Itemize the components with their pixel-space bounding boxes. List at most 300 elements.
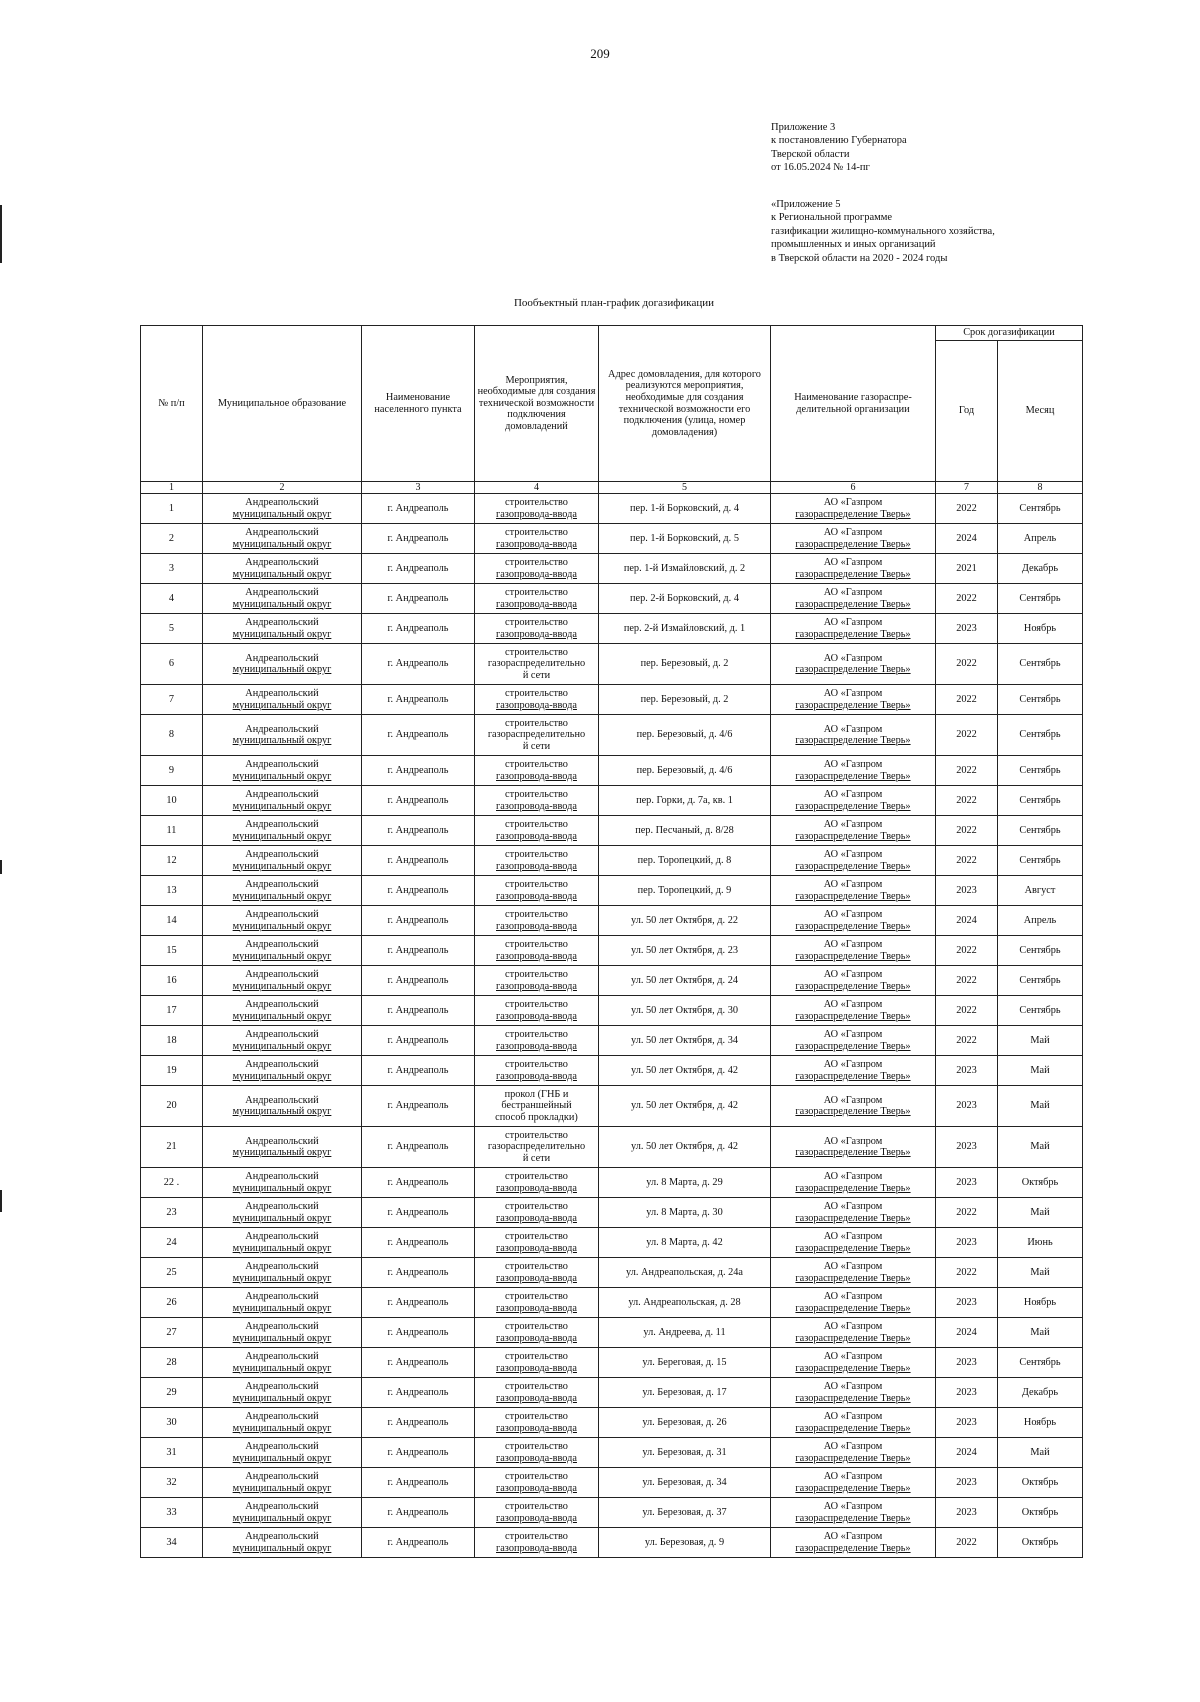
cell-line: Андреапольский	[245, 759, 319, 771]
page-number: 209	[590, 46, 610, 61]
municipality-cell	[203, 1258, 362, 1288]
cell-line: строительство	[505, 999, 568, 1011]
month-cell: Сентябрь	[998, 846, 1083, 876]
month-cell: Сентябрь	[998, 786, 1083, 816]
cell-line: газопровода-ввода	[496, 1332, 577, 1344]
row-number: 17	[141, 996, 203, 1026]
cell-line: АО «Газпром	[823, 849, 883, 861]
row-number: 6	[141, 644, 203, 685]
measure-cell	[475, 644, 599, 685]
address-cell: ул. Андреапольская, д. 24а	[599, 1258, 771, 1288]
municipality-cell	[203, 1228, 362, 1258]
address-cell: ул. Березовая, д. 17	[599, 1378, 771, 1408]
cell-line: газораспределение Тверь»	[795, 770, 911, 782]
month-cell: Сентябрь	[998, 966, 1083, 996]
month-cell: Сентябрь	[998, 584, 1083, 614]
cell-line: АО «Газпром	[823, 497, 883, 509]
cell-line: АО «Газпром	[823, 1291, 883, 1303]
address-cell: ул. 8 Марта, д. 30	[599, 1198, 771, 1228]
settlement-cell: г. Андреаполь	[362, 1378, 475, 1408]
address-cell: ул. 50 лет Октября, д. 34	[599, 1026, 771, 1056]
cell-line: АО «Газпром	[823, 1411, 883, 1423]
cell-line: строительство	[505, 1471, 568, 1483]
cell-line: газораспределение Тверь»	[795, 1242, 911, 1254]
column-number: 3	[362, 482, 475, 494]
table-row	[141, 1168, 1083, 1198]
cell-line: муниципальный округ	[232, 1070, 332, 1082]
month-cell: Апрель	[998, 524, 1083, 554]
address-cell: ул. 50 лет Октября, д. 24	[599, 966, 771, 996]
settlement-cell: г. Андреаполь	[362, 786, 475, 816]
cell-line: газопровода-ввода	[496, 1212, 577, 1224]
cell-line: строительство	[505, 969, 568, 981]
cell-line: муниципальный округ	[232, 1542, 332, 1554]
cell-line: АО «Газпром	[823, 969, 883, 981]
annex-3-line: от 16.05.2024 № 14-пг	[771, 162, 870, 174]
cell-line: й сети	[522, 669, 551, 681]
cell-line: газопровода-ввода	[496, 770, 577, 782]
cell-line: Андреапольский	[245, 879, 319, 891]
row-number: 30	[141, 1408, 203, 1438]
month-cell: Ноябрь	[998, 1408, 1083, 1438]
address-cell: ул. Андреева, д. 11	[599, 1318, 771, 1348]
year-cell: 2022	[936, 1258, 998, 1288]
cell-line: газораспределение Тверь»	[795, 1542, 911, 1554]
cell-line: строительство	[505, 879, 568, 891]
table-row	[141, 524, 1083, 554]
month-cell: Сентябрь	[998, 936, 1083, 966]
cell-line: газопровода-ввода	[496, 1272, 577, 1284]
org-cell	[771, 816, 936, 846]
municipality-cell	[203, 936, 362, 966]
header-address: Адрес домовладения, для которого реализуются мероприятия, необходимые для создания технической возможности его подключения (улица, номер домовладения)	[599, 326, 771, 482]
header-num: № п/п	[141, 326, 203, 482]
header-term-group: Срок догазификации	[936, 326, 1083, 341]
settlement-cell: г. Андреаполь	[362, 1258, 475, 1288]
cell-line: газораспределение Тверь»	[795, 1302, 911, 1314]
address-cell: ул. Береговая, д. 15	[599, 1348, 771, 1378]
measure-cell	[475, 1498, 599, 1528]
org-cell	[771, 1348, 936, 1378]
org-cell	[771, 756, 936, 786]
org-cell	[771, 1288, 936, 1318]
address-cell: пер. 2-й Борковский, д. 4	[599, 584, 771, 614]
settlement-cell: г. Андреаполь	[362, 1408, 475, 1438]
table-row	[141, 1056, 1083, 1086]
cell-line: АО «Газпром	[823, 1029, 883, 1041]
cell-line: строительство	[505, 849, 568, 861]
cell-line: бестраншейный	[501, 1100, 572, 1112]
municipality-cell	[203, 966, 362, 996]
cell-line: газопровода-ввода	[496, 568, 577, 580]
cell-line: строительство	[505, 497, 568, 509]
cell-line: газопровода-ввода	[496, 508, 577, 520]
settlement-cell: г. Андреаполь	[362, 906, 475, 936]
cell-line: газопровода-ввода	[496, 538, 577, 550]
org-cell	[771, 846, 936, 876]
org-cell	[771, 786, 936, 816]
cell-line: газораспределение Тверь»	[795, 1332, 911, 1344]
row-number: 27	[141, 1318, 203, 1348]
cell-line: АО «Газпром	[823, 1135, 883, 1147]
settlement-cell: г. Андреаполь	[362, 1127, 475, 1168]
cell-line: газораспределение Тверь»	[795, 699, 911, 711]
measure-cell	[475, 1198, 599, 1228]
cell-line: Андреапольский	[245, 939, 319, 951]
settlement-cell: г. Андреаполь	[362, 996, 475, 1026]
cell-line: муниципальный округ	[232, 1272, 332, 1284]
org-cell	[771, 1056, 936, 1086]
cell-line: газопровода-ввода	[496, 1010, 577, 1022]
table-row	[141, 685, 1083, 715]
row-number: 21	[141, 1127, 203, 1168]
municipality-cell	[203, 816, 362, 846]
cell-line: газораспределение Тверь»	[795, 568, 911, 580]
cell-line: Андреапольский	[245, 1201, 319, 1213]
measure-cell	[475, 584, 599, 614]
municipality-cell	[203, 1498, 362, 1528]
row-number: 15	[141, 936, 203, 966]
settlement-cell: г. Андреаполь	[362, 584, 475, 614]
measure-cell	[475, 906, 599, 936]
cell-line: Андреапольский	[245, 723, 319, 735]
settlement-cell: г. Андреаполь	[362, 966, 475, 996]
address-cell: ул. Березовая, д. 31	[599, 1438, 771, 1468]
cell-line: АО «Газпром	[823, 617, 883, 629]
month-cell: Октябрь	[998, 1498, 1083, 1528]
measure-cell	[475, 614, 599, 644]
month-cell: Октябрь	[998, 1528, 1083, 1558]
cell-line: Андреапольский	[245, 849, 319, 861]
address-cell: ул. 50 лет Октября, д. 23	[599, 936, 771, 966]
settlement-cell: г. Андреаполь	[362, 1468, 475, 1498]
row-number: 14	[141, 906, 203, 936]
year-cell: 2022	[936, 644, 998, 685]
address-cell: пер. 1-й Борковский, д. 4	[599, 494, 771, 524]
year-cell: 2024	[936, 1318, 998, 1348]
measure-cell	[475, 966, 599, 996]
cell-line: газопровода-ввода	[496, 1542, 577, 1554]
address-cell: пер. Торопецкий, д. 8	[599, 846, 771, 876]
municipality-cell	[203, 1056, 362, 1086]
year-cell: 2022	[936, 936, 998, 966]
cell-line: газопровода-ввода	[496, 830, 577, 842]
column-number: 6	[771, 482, 936, 494]
cell-line: Андреапольский	[245, 1471, 319, 1483]
cell-line: газопровода-ввода	[496, 890, 577, 902]
year-cell: 2022	[936, 846, 998, 876]
cell-line: газопровода-ввода	[496, 1362, 577, 1374]
cell-line: муниципальный округ	[232, 1332, 332, 1344]
month-cell: Сентябрь	[998, 494, 1083, 524]
org-cell	[771, 996, 936, 1026]
settlement-cell: г. Андреаполь	[362, 1026, 475, 1056]
table-row	[141, 1498, 1083, 1528]
address-cell: ул. Березовая, д. 26	[599, 1408, 771, 1438]
org-cell	[771, 644, 936, 685]
table-row	[141, 876, 1083, 906]
address-cell: пер. Березовый, д. 2	[599, 644, 771, 685]
table-row	[141, 1288, 1083, 1318]
gasification-schedule-table	[140, 325, 1083, 1558]
year-cell: 2024	[936, 524, 998, 554]
month-cell: Май	[998, 1056, 1083, 1086]
year-cell: 2023	[936, 1468, 998, 1498]
org-cell	[771, 1127, 936, 1168]
month-cell: Сентябрь	[998, 1348, 1083, 1378]
cell-line: строительство	[505, 1029, 568, 1041]
cell-line: газораспределение Тверь»	[795, 508, 911, 520]
month-cell: Ноябрь	[998, 614, 1083, 644]
cell-line: газораспределительно	[487, 729, 586, 741]
table-row	[141, 936, 1083, 966]
table-row	[141, 1258, 1083, 1288]
cell-line: АО «Газпром	[823, 909, 883, 921]
cell-line: й сети	[522, 740, 551, 752]
column-number: 4	[475, 482, 599, 494]
cell-line: АО «Газпром	[823, 879, 883, 891]
cell-line: строительство	[505, 819, 568, 831]
cell-line: строительство	[505, 1411, 568, 1423]
cell-line: газопровода-ввода	[496, 1482, 577, 1494]
settlement-cell: г. Андреаполь	[362, 1168, 475, 1198]
header-measures: Мероприятия, необходимые для создания технической возможности подключения домовладений	[475, 326, 599, 482]
scan-edge-mark	[0, 205, 2, 263]
year-cell: 2023	[936, 1168, 998, 1198]
row-number: 1	[141, 494, 203, 524]
cell-line: газораспределение Тверь»	[795, 1392, 911, 1404]
row-number: 9	[141, 756, 203, 786]
settlement-cell: г. Андреаполь	[362, 816, 475, 846]
cell-line: АО «Газпром	[823, 1231, 883, 1243]
cell-line: Андреапольский	[245, 1381, 319, 1393]
cell-line: муниципальный округ	[232, 1392, 332, 1404]
municipality-cell	[203, 554, 362, 584]
cell-line: газораспределение Тверь»	[795, 1182, 911, 1194]
cell-line: муниципальный округ	[232, 508, 332, 520]
header-settlement: Наименование населенного пункта	[362, 326, 475, 482]
year-cell: 2022	[936, 584, 998, 614]
org-cell	[771, 906, 936, 936]
settlement-cell: г. Андреаполь	[362, 1228, 475, 1258]
org-cell	[771, 1468, 936, 1498]
cell-line: газопровода-ввода	[496, 598, 577, 610]
row-number: 32	[141, 1468, 203, 1498]
year-cell: 2022	[936, 494, 998, 524]
cell-line: й сети	[522, 1152, 551, 1164]
cell-line: газопровода-ввода	[496, 1070, 577, 1082]
measure-cell	[475, 756, 599, 786]
measure-cell	[475, 876, 599, 906]
measure-cell	[475, 1056, 599, 1086]
cell-line: газораспределение Тверь»	[795, 1147, 911, 1158]
org-cell	[771, 876, 936, 906]
cell-line: строительство	[505, 1321, 568, 1333]
municipality-cell	[203, 906, 362, 936]
org-cell	[771, 1318, 936, 1348]
month-cell: Май	[998, 1318, 1083, 1348]
measure-cell	[475, 1318, 599, 1348]
cell-line: Андреапольский	[245, 789, 319, 801]
row-number: 28	[141, 1348, 203, 1378]
table-row	[141, 715, 1083, 756]
table-row	[141, 494, 1083, 524]
org-cell	[771, 1198, 936, 1228]
org-cell	[771, 584, 936, 614]
table-row	[141, 966, 1083, 996]
municipality-cell	[203, 614, 362, 644]
table-row	[141, 786, 1083, 816]
table-row	[141, 1528, 1083, 1558]
municipality-cell	[203, 715, 362, 756]
cell-line: строительство	[505, 1381, 568, 1393]
cell-line: АО «Газпром	[823, 1441, 883, 1453]
cell-line: строительство	[505, 1201, 568, 1213]
cell-line: газораспределение Тверь»	[795, 628, 911, 640]
measure-cell	[475, 786, 599, 816]
municipality-cell	[203, 584, 362, 614]
cell-line: АО «Газпром	[823, 652, 883, 664]
annex-3-block	[771, 121, 907, 175]
annex-3-line: Приложение 3	[771, 122, 836, 133]
settlement-cell: г. Андреаполь	[362, 1438, 475, 1468]
cell-line: муниципальный округ	[232, 950, 332, 962]
table-row	[141, 1026, 1083, 1056]
table-row	[141, 554, 1083, 584]
settlement-cell: г. Андреаполь	[362, 1498, 475, 1528]
address-cell: пер. 1-й Измайловский, д. 2	[599, 554, 771, 584]
municipality-cell	[203, 1288, 362, 1318]
cell-line: Андреапольский	[245, 1321, 319, 1333]
header-month: Месяц	[998, 341, 1083, 482]
cell-line: муниципальный округ	[232, 664, 332, 675]
column-number: 8	[998, 482, 1083, 494]
cell-line: Андреапольский	[245, 527, 319, 539]
settlement-cell: г. Андреаполь	[362, 756, 475, 786]
settlement-cell: г. Андреаполь	[362, 644, 475, 685]
table-row	[141, 584, 1083, 614]
year-cell: 2023	[936, 1228, 998, 1258]
cell-line: муниципальный округ	[232, 699, 332, 711]
cell-line: газопровода-ввода	[496, 628, 577, 640]
org-cell	[771, 1408, 936, 1438]
settlement-cell: г. Андреаполь	[362, 846, 475, 876]
annex-5-line: в Тверской области на 2020 - 2024 годы	[771, 252, 948, 264]
municipality-cell	[203, 1438, 362, 1468]
cell-line: газораспределение Тверь»	[795, 1452, 911, 1464]
cell-line: строительство	[505, 1501, 568, 1513]
cell-line: строительство	[505, 1171, 568, 1183]
table-row	[141, 1127, 1083, 1168]
measure-cell	[475, 1528, 599, 1558]
cell-line: газопровода-ввода	[496, 1182, 577, 1194]
annex-5-line: «Приложение 5	[771, 199, 841, 210]
cell-line: муниципальный округ	[232, 598, 332, 610]
cell-line: Андреапольский	[245, 819, 319, 831]
table-row	[141, 1228, 1083, 1258]
table-row	[141, 1468, 1083, 1498]
org-cell	[771, 524, 936, 554]
table-row	[141, 614, 1083, 644]
cell-line: муниципальный округ	[232, 1422, 332, 1434]
cell-line: газораспределение Тверь»	[795, 1070, 911, 1082]
row-number: 34	[141, 1528, 203, 1558]
org-cell	[771, 715, 936, 756]
cell-line: строительство	[505, 1059, 568, 1071]
settlement-cell: г. Андреаполь	[362, 685, 475, 715]
row-number: 2	[141, 524, 203, 554]
cell-line: газораспределительно	[487, 658, 586, 670]
org-cell	[771, 1228, 936, 1258]
table-body	[141, 494, 1083, 1558]
address-cell: пер. Березовый, д. 2	[599, 685, 771, 715]
cell-line: АО «Газпром	[823, 1501, 883, 1513]
row-number: 26	[141, 1288, 203, 1318]
cell-line: АО «Газпром	[823, 723, 883, 735]
cell-line: строительство	[505, 1291, 568, 1303]
measure-cell	[475, 1378, 599, 1408]
annex-5-line: газификации жилищно-коммунального хозяйства,	[771, 225, 995, 237]
table-row	[141, 1318, 1083, 1348]
org-cell	[771, 936, 936, 966]
municipality-cell	[203, 494, 362, 524]
cell-line: Андреапольский	[245, 1501, 319, 1513]
measure-cell	[475, 1228, 599, 1258]
org-cell	[771, 966, 936, 996]
settlement-cell: г. Андреаполь	[362, 1288, 475, 1318]
cell-line: газораспределение Тверь»	[795, 1422, 911, 1434]
address-cell: пер. Песчаный, д. 8/28	[599, 816, 771, 846]
month-cell: Май	[998, 1258, 1083, 1288]
address-cell: пер. Березовый, д. 4/6	[599, 715, 771, 756]
settlement-cell: г. Андреаполь	[362, 1528, 475, 1558]
address-cell: ул. Березовая, д. 34	[599, 1468, 771, 1498]
cell-line: муниципальный округ	[232, 568, 332, 580]
row-number: 20	[141, 1086, 203, 1127]
measure-cell	[475, 1408, 599, 1438]
org-cell	[771, 554, 936, 584]
year-cell: 2022	[936, 1528, 998, 1558]
cell-line: АО «Газпром	[823, 527, 883, 539]
measure-cell	[475, 1086, 599, 1127]
settlement-cell: г. Андреаполь	[362, 936, 475, 966]
year-cell: 2021	[936, 554, 998, 584]
month-cell: Сентябрь	[998, 816, 1083, 846]
cell-line: Андреапольский	[245, 1059, 319, 1071]
cell-line: газопровода-ввода	[496, 1512, 577, 1524]
year-cell: 2023	[936, 1408, 998, 1438]
measure-cell	[475, 1168, 599, 1198]
row-number: 7	[141, 685, 203, 715]
municipality-cell	[203, 1378, 362, 1408]
row-number: 29	[141, 1378, 203, 1408]
cell-line: муниципальный округ	[232, 860, 332, 872]
org-cell	[771, 614, 936, 644]
table-row	[141, 1378, 1083, 1408]
address-cell: ул. Березовая, д. 37	[599, 1498, 771, 1528]
cell-line: АО «Газпром	[823, 1201, 883, 1213]
cell-line: Андреапольский	[245, 1261, 319, 1273]
header-org: Наименование газораспре-делительной организации	[771, 326, 936, 482]
cell-line: газораспределение Тверь»	[795, 538, 911, 550]
cell-line: газопровода-ввода	[496, 1452, 577, 1464]
cell-line: Андреапольский	[245, 617, 319, 629]
year-cell: 2024	[936, 906, 998, 936]
cell-line: газораспределение Тверь»	[795, 1040, 911, 1052]
cell-line: строительство	[505, 1129, 568, 1141]
month-cell: Сентябрь	[998, 996, 1083, 1026]
municipality-cell	[203, 685, 362, 715]
